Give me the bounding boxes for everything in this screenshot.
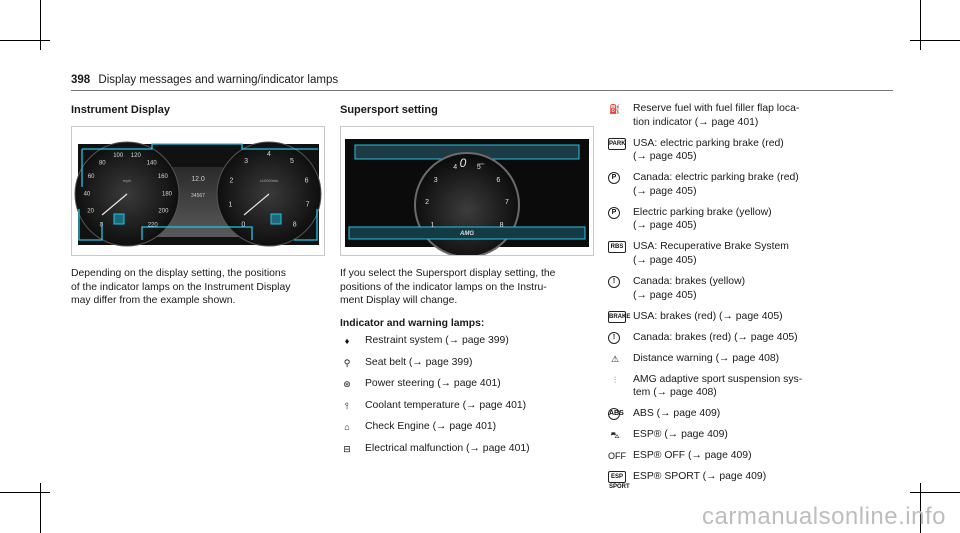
crop-mark bbox=[0, 40, 50, 41]
lamp-description: ESP® SPORT (→ page 409) bbox=[633, 471, 767, 483]
crop-mark bbox=[910, 40, 960, 41]
speed-tick-label: 40 bbox=[83, 191, 91, 198]
rpm-tick-label: 1 bbox=[430, 222, 435, 229]
rpm-tick-label: 3 bbox=[433, 177, 438, 185]
esp-off-icon: OFF bbox=[608, 451, 626, 462]
lamp-description: Canada: brakes (red) (→ page 405) bbox=[633, 331, 798, 343]
supersport-cluster-image bbox=[341, 127, 593, 255]
lamp-description: USA: electric parking brake (red) bbox=[633, 137, 784, 149]
lamp-description: (→ page 405) bbox=[633, 289, 697, 301]
speed-tick-label: 180 bbox=[161, 191, 173, 198]
rpm-tick-label: 0 bbox=[241, 221, 246, 229]
paragraph-line: ment Display will change. bbox=[340, 295, 458, 307]
header-rule bbox=[71, 90, 893, 91]
rpm-tick-label: 6 bbox=[496, 177, 501, 185]
lamp-description: Canada: electric parking brake (red) bbox=[633, 172, 799, 184]
rpm-tick-label: 5 bbox=[476, 163, 481, 171]
crop-mark bbox=[40, 483, 41, 533]
rpm-tick-label: 4 bbox=[453, 163, 458, 171]
rpm-tick-label: 2 bbox=[425, 199, 430, 206]
parking-brake-yellow-icon: P bbox=[608, 207, 620, 219]
lamp-description: Canada: brakes (yellow) bbox=[633, 276, 746, 287]
speed-tick-label: 200 bbox=[158, 208, 169, 215]
lamp-description: Reserve fuel with fuel filler flap loca- bbox=[633, 103, 800, 114]
indicator-lamps-heading: Indicator and warning lamps: bbox=[340, 318, 485, 329]
suspension-icon: ⫶ bbox=[613, 374, 617, 385]
rpm-tick-label: 4 bbox=[267, 151, 271, 158]
gear-readout: 0 bbox=[459, 156, 467, 170]
rpm-tick-label: 1 bbox=[228, 201, 233, 209]
restraint-icon: ♦ bbox=[344, 336, 350, 346]
paragraph-line: If you select the Supersport display setting, the bbox=[340, 268, 556, 279]
instrument-display-figure bbox=[71, 126, 325, 256]
crop-mark bbox=[920, 0, 921, 50]
lamp-description: (→ page 405) bbox=[633, 220, 697, 232]
rbs-icon: RBS bbox=[608, 241, 626, 253]
speed-tick-label: 80 bbox=[98, 160, 106, 167]
page-header bbox=[71, 74, 338, 86]
rpm-tick-label: 8 bbox=[292, 221, 297, 229]
battery-icon: ⊟ bbox=[343, 443, 351, 454]
fuel-icon: ⛽ bbox=[609, 104, 621, 114]
lamp-description: Seat belt (→ page 399) bbox=[365, 356, 473, 368]
speed-tick-label: 0 bbox=[99, 222, 103, 229]
paragraph-line: positions of the indicator lamps on the Instru- bbox=[340, 281, 547, 293]
lamp-description: (→ page 405) bbox=[633, 185, 697, 197]
supersport-paragraph bbox=[340, 267, 555, 308]
speed-tick-label: 120 bbox=[130, 153, 141, 159]
lamp-description: ESP® OFF (→ page 409) bbox=[633, 450, 752, 462]
lamp-description: Check Engine (→ page 401) bbox=[365, 421, 497, 432]
page-title: Display messages and warning/indicator lamps bbox=[98, 74, 339, 86]
speed-tick-label: 160 bbox=[157, 174, 168, 181]
rpm-tick-label: 8 bbox=[499, 222, 504, 229]
distance-warning-icon: ⚠ bbox=[610, 353, 620, 364]
crop-mark bbox=[0, 492, 50, 493]
lamp-description: ABS (→ page 409) bbox=[633, 408, 721, 420]
brake-text-icon: BRAKE bbox=[608, 311, 626, 323]
rpm-tick-label: 2 bbox=[229, 177, 234, 185]
speed-tick-label: 60 bbox=[87, 174, 95, 181]
watermark: carmanualsonline.info bbox=[702, 503, 946, 530]
center-value-readout: 12.0 bbox=[191, 176, 205, 183]
odometer-readout: 34567 bbox=[191, 193, 205, 199]
instrument-cluster-image bbox=[72, 127, 324, 255]
paragraph-line: of the indicator lamps on the Instrument Display bbox=[71, 281, 291, 293]
lamp-description: Distance warning (→ page 408) bbox=[633, 352, 780, 364]
parking-brake-icon: P bbox=[608, 172, 620, 184]
lamp-description: tion indicator (→ page 401) bbox=[633, 116, 759, 128]
brake-yellow-icon: ! bbox=[608, 276, 620, 288]
rpm-tick-label: 3 bbox=[244, 158, 249, 166]
speed-tick-label: 100 bbox=[113, 153, 124, 159]
paragraph-line: Depending on the display setting, the positions bbox=[71, 268, 286, 279]
speed-tick-label: 20 bbox=[87, 208, 94, 215]
lamp-description: Electric parking brake (yellow) bbox=[633, 206, 772, 218]
section-heading-instrument-display: Instrument Display bbox=[71, 104, 171, 116]
brake-red-icon: ! bbox=[608, 332, 620, 344]
seat-belt-icon: ⚲ bbox=[343, 357, 351, 368]
rpm-tick-label: 7 bbox=[504, 199, 509, 206]
lamp-description: AMG adaptive sport suspension sys- bbox=[633, 373, 803, 385]
abs-icon: ABS bbox=[608, 408, 620, 420]
lamp-description: Coolant temperature (→ page 401) bbox=[365, 399, 527, 411]
lamp-description: USA: brakes (red) (→ page 405) bbox=[633, 310, 783, 322]
lamp-description: (→ page 405) bbox=[633, 151, 697, 163]
section-heading-supersport: Supersport setting bbox=[340, 104, 438, 116]
power-steering-icon: ⊛ bbox=[343, 379, 351, 389]
rpm-unit-label: x1000/min bbox=[259, 178, 279, 183]
esp-sport-icon: ESP SPORT bbox=[608, 471, 626, 483]
lamp-description: Electrical malfunction (→ page 401) bbox=[365, 442, 530, 454]
crop-mark bbox=[910, 492, 960, 493]
rpm-tick-label: 6 bbox=[304, 177, 309, 185]
page-number: 398 bbox=[71, 74, 91, 86]
lamp-description: USA: Recuperative Brake System bbox=[633, 241, 789, 253]
speed-tick-label: 220 bbox=[147, 222, 158, 229]
coolant-icon: ⫯ bbox=[345, 400, 349, 411]
instrument-display-paragraph bbox=[71, 267, 290, 308]
speed-tick-label: 140 bbox=[146, 160, 157, 167]
lamp-description: Power steering (→ page 401) bbox=[365, 378, 501, 389]
supersport-figure bbox=[340, 126, 594, 256]
rpm-unit-label: rpm bbox=[477, 161, 485, 166]
paragraph-line: may differ from the example shown. bbox=[71, 295, 236, 307]
lamp-description: (→ page 405) bbox=[633, 254, 697, 266]
crop-mark bbox=[40, 0, 41, 50]
rpm-tick-label: 7 bbox=[305, 201, 310, 209]
amg-logo: AMG bbox=[460, 231, 474, 237]
speed-unit-label: mph bbox=[123, 178, 131, 183]
park-icon: PARK bbox=[608, 138, 626, 150]
lamp-description: Restraint system (→ page 399) bbox=[365, 335, 509, 346]
lamp-description: ESP® (→ page 409) bbox=[633, 429, 728, 441]
rpm-tick-label: 5 bbox=[289, 158, 294, 166]
lamp-description: tem (→ page 408) bbox=[633, 387, 717, 399]
check-engine-icon: ⌂ bbox=[344, 422, 350, 432]
esp-icon: ⛍ bbox=[610, 430, 620, 441]
